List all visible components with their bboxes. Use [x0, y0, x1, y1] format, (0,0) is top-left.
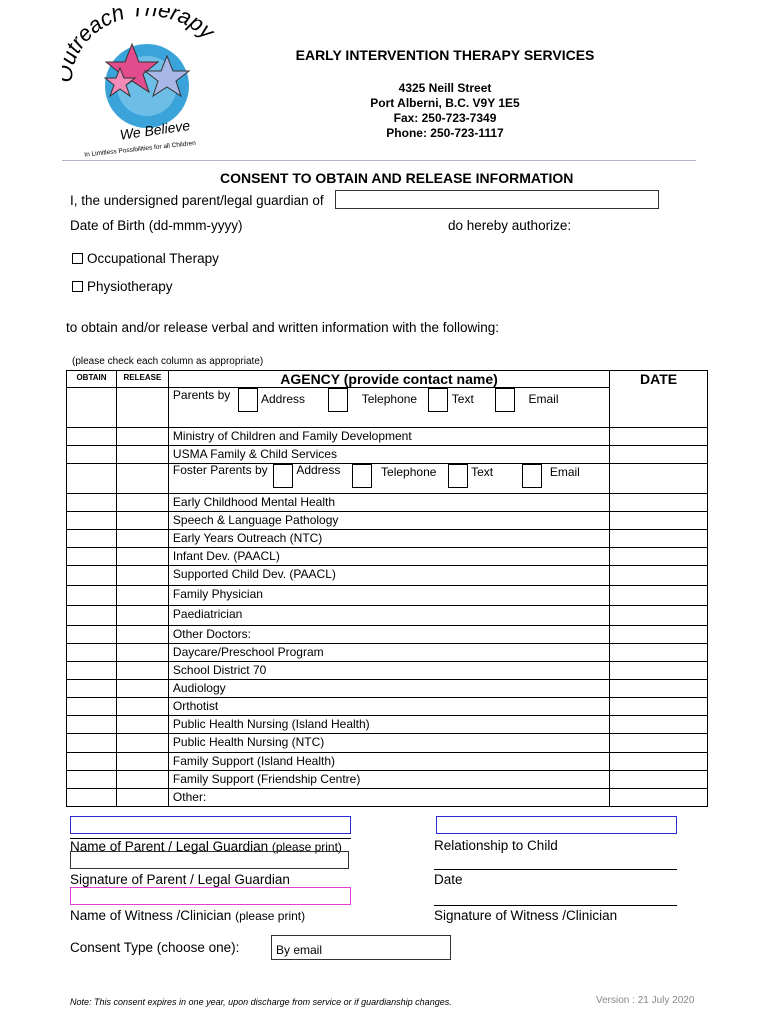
release-cell[interactable] — [116, 698, 168, 716]
date-cell[interactable] — [610, 494, 708, 512]
agency-row: Public Health Nursing (NTC) — [168, 734, 609, 753]
date-cell[interactable] — [610, 734, 708, 753]
address-checkbox[interactable] — [328, 388, 348, 412]
date-cell[interactable] — [610, 512, 708, 530]
agency-row: Other Doctors: — [168, 626, 609, 644]
release-cell[interactable] — [116, 566, 168, 586]
obtain-cell[interactable] — [67, 698, 117, 716]
obtain-cell[interactable] — [67, 680, 117, 698]
date-cell[interactable] — [610, 644, 708, 662]
obtain-cell[interactable] — [67, 644, 117, 662]
please-print-note: (please print) — [271, 840, 342, 854]
checkbox-icon[interactable] — [72, 253, 83, 264]
guardian-label: I, the undersigned parent/legal guardian of — [70, 193, 324, 208]
obtain-cell[interactable] — [67, 530, 117, 548]
date-cell[interactable] — [610, 606, 708, 626]
telephone-label: Telephone — [361, 392, 418, 407]
logo-arc-text: treach Therapy — [62, 8, 220, 58]
date-label: Date — [434, 872, 463, 887]
obtain-cell[interactable] — [67, 734, 117, 753]
release-cell[interactable] — [116, 428, 168, 446]
agency-row: Other: — [168, 789, 609, 807]
obtain-cell[interactable] — [67, 626, 117, 644]
date-cell[interactable] — [610, 771, 708, 789]
header-date: DATE — [610, 371, 708, 428]
checkbox-icon[interactable] — [72, 281, 83, 292]
option-occupational-therapy[interactable] — [72, 251, 219, 266]
parents-by-label: Parents by — [172, 388, 231, 403]
release-cell[interactable] — [116, 662, 168, 680]
agency-row: Orthotist — [168, 698, 609, 716]
date-cell[interactable] — [610, 662, 708, 680]
date-cell[interactable] — [610, 446, 708, 464]
text-checkbox[interactable] — [522, 464, 542, 488]
consent-type-label: Consent Type (choose one): — [70, 940, 240, 955]
release-cell[interactable] — [116, 464, 168, 494]
obtain-cell[interactable] — [67, 548, 117, 566]
address-label: Address — [296, 463, 341, 478]
agency-row: Infant Dev. (PAACL) — [168, 548, 609, 566]
header-agency: AGENCY (provide contact name) — [168, 371, 609, 388]
please-print-note: (please print) — [235, 909, 306, 923]
date-cell[interactable] — [610, 698, 708, 716]
parent-name-field[interactable] — [70, 816, 351, 834]
relationship-label: Relationship to Child — [434, 838, 558, 853]
agency-row: Family Support (Friendship Centre) — [168, 771, 609, 789]
dob-label: Date of Birth (dd-mmm-yyyy) — [70, 218, 243, 233]
relationship-field[interactable] — [436, 816, 677, 834]
date-cell[interactable] — [610, 566, 708, 586]
authorize-label: do hereby authorize: — [448, 218, 572, 233]
release-cell[interactable] — [116, 734, 168, 753]
foster-by-label: Foster Parents by — [172, 463, 268, 478]
option-physiotherapy[interactable] — [72, 279, 173, 294]
obtain-cell[interactable] — [67, 494, 117, 512]
consent-type-select[interactable]: By email — [271, 935, 451, 960]
header-obtain: OBTAIN — [67, 371, 117, 388]
address-line-2: Port Alberni, B.C. V9Y 1E5 — [370, 96, 520, 110]
obtain-cell[interactable] — [67, 606, 117, 626]
agency-ministry: Ministry of Children and Family Development — [168, 428, 609, 446]
witness-name-label-row — [70, 908, 305, 923]
date-cell[interactable] — [610, 428, 708, 446]
email-label: Email — [549, 465, 580, 480]
child-name-field[interactable] — [335, 190, 659, 209]
obtain-cell[interactable] — [67, 388, 117, 428]
obtain-cell[interactable] — [67, 464, 117, 494]
agency-row: Public Health Nursing (Island Health) — [168, 716, 609, 734]
obtain-cell[interactable] — [67, 586, 117, 606]
agency-row: Audiology — [168, 680, 609, 698]
telephone-label: Telephone — [381, 465, 437, 480]
release-cell[interactable] — [116, 680, 168, 698]
release-cell[interactable] — [116, 771, 168, 789]
obtain-cell[interactable] — [67, 753, 117, 771]
obtain-cell[interactable] — [67, 566, 117, 586]
agency-row: Daycare/Preschool Program — [168, 644, 609, 662]
date-cell[interactable] — [610, 586, 708, 606]
option-label: Physiotherapy — [87, 279, 173, 294]
release-cell[interactable] — [116, 716, 168, 734]
witness-name-label: Name of Witness /Clinician — [70, 908, 232, 923]
organization-title: EARLY INTERVENTION THERAPY SERVICES — [295, 47, 595, 63]
foster-row — [168, 464, 609, 494]
release-cell[interactable] — [116, 644, 168, 662]
release-cell[interactable] — [116, 606, 168, 626]
parents-checkbox[interactable] — [238, 388, 258, 412]
date-cell[interactable] — [610, 680, 708, 698]
date-cell[interactable] — [610, 530, 708, 548]
obtain-cell[interactable] — [67, 662, 117, 680]
date-cell[interactable] — [610, 464, 708, 494]
agency-row: Family Support (Island Health) — [168, 753, 609, 771]
agency-row: Family Physician — [168, 586, 609, 606]
outreach-therapy-logo — [62, 8, 232, 158]
telephone-checkbox[interactable] — [428, 388, 448, 412]
agency-usma: USMA Family & Child Services — [168, 446, 609, 464]
logo-sub-tagline: In Limitless Possibilities for all Children — [84, 139, 197, 158]
date-cell[interactable] — [610, 789, 708, 807]
release-cell[interactable] — [116, 512, 168, 530]
agency-row: School District 70 — [168, 662, 609, 680]
option-label: Occupational Therapy — [87, 251, 219, 266]
address-checkbox[interactable] — [352, 464, 372, 488]
foster-checkbox[interactable] — [273, 464, 293, 488]
obtain-cell[interactable] — [67, 446, 117, 464]
address-line-1: 4325 Neill Street — [398, 81, 492, 95]
release-cell[interactable] — [116, 494, 168, 512]
agency-row: Early Childhood Mental Health — [168, 494, 609, 512]
agency-row: Paediatrician — [168, 606, 609, 626]
parent-name-label: Name of Parent / Legal Guardian — [70, 839, 269, 854]
fax-number: Fax: 250-723-7349 — [393, 111, 497, 125]
header-release: RELEASE — [116, 371, 168, 388]
check-note: (please check each column as appropriate) — [72, 356, 264, 367]
agency-table — [66, 370, 708, 807]
header-divider — [62, 160, 696, 161]
date-line — [434, 869, 677, 870]
text-label: Text — [451, 392, 474, 407]
parent-signature-label: Signature of Parent / Legal Guardian — [70, 872, 290, 887]
obtain-cell[interactable] — [67, 428, 117, 446]
release-cell[interactable] — [116, 530, 168, 548]
text-label: Text — [471, 465, 494, 480]
email-label: Email — [528, 392, 559, 407]
witness-name-field[interactable] — [70, 887, 351, 905]
release-cell[interactable] — [116, 753, 168, 771]
expiry-note: Note: This consent expires in one year, upon discharge from service or if guardianship changes. — [70, 997, 452, 1007]
obtain-cell[interactable] — [67, 789, 117, 807]
release-cell[interactable] — [116, 626, 168, 644]
release-cell[interactable] — [116, 388, 168, 428]
release-cell[interactable] — [116, 586, 168, 606]
text-checkbox[interactable] — [495, 388, 515, 412]
date-cell[interactable] — [610, 716, 708, 734]
parent-signature-field[interactable] — [70, 851, 349, 869]
telephone-checkbox[interactable] — [448, 464, 468, 488]
agency-row: Early Years Outreach (NTC) — [168, 530, 609, 548]
obtain-cell[interactable] — [67, 771, 117, 789]
logo-tagline: We Believe — [118, 117, 191, 143]
obtain-cell[interactable] — [67, 716, 117, 734]
agency-row: Supported Child Dev. (PAACL) — [168, 566, 609, 586]
date-cell[interactable] — [610, 626, 708, 644]
purpose-text: to obtain and/or release verbal and written information with the following: — [66, 320, 499, 335]
phone-number: Phone: 250-723-1117 — [386, 126, 504, 140]
date-cell[interactable] — [610, 548, 708, 566]
parents-row — [168, 388, 609, 428]
date-cell[interactable] — [610, 753, 708, 771]
witness-signature-line — [434, 905, 677, 906]
release-cell[interactable] — [116, 446, 168, 464]
obtain-cell[interactable] — [67, 512, 117, 530]
address-label: Address — [260, 392, 306, 407]
release-cell[interactable] — [116, 789, 168, 807]
witness-signature-label: Signature of Witness /Clinician — [434, 908, 618, 923]
agency-row: Speech & Language Pathology — [168, 512, 609, 530]
form-title: CONSENT TO OBTAIN AND RELEASE INFORMATION — [220, 170, 574, 186]
version-label: Version : 21 July 2020 — [596, 995, 695, 1006]
release-cell[interactable] — [116, 548, 168, 566]
